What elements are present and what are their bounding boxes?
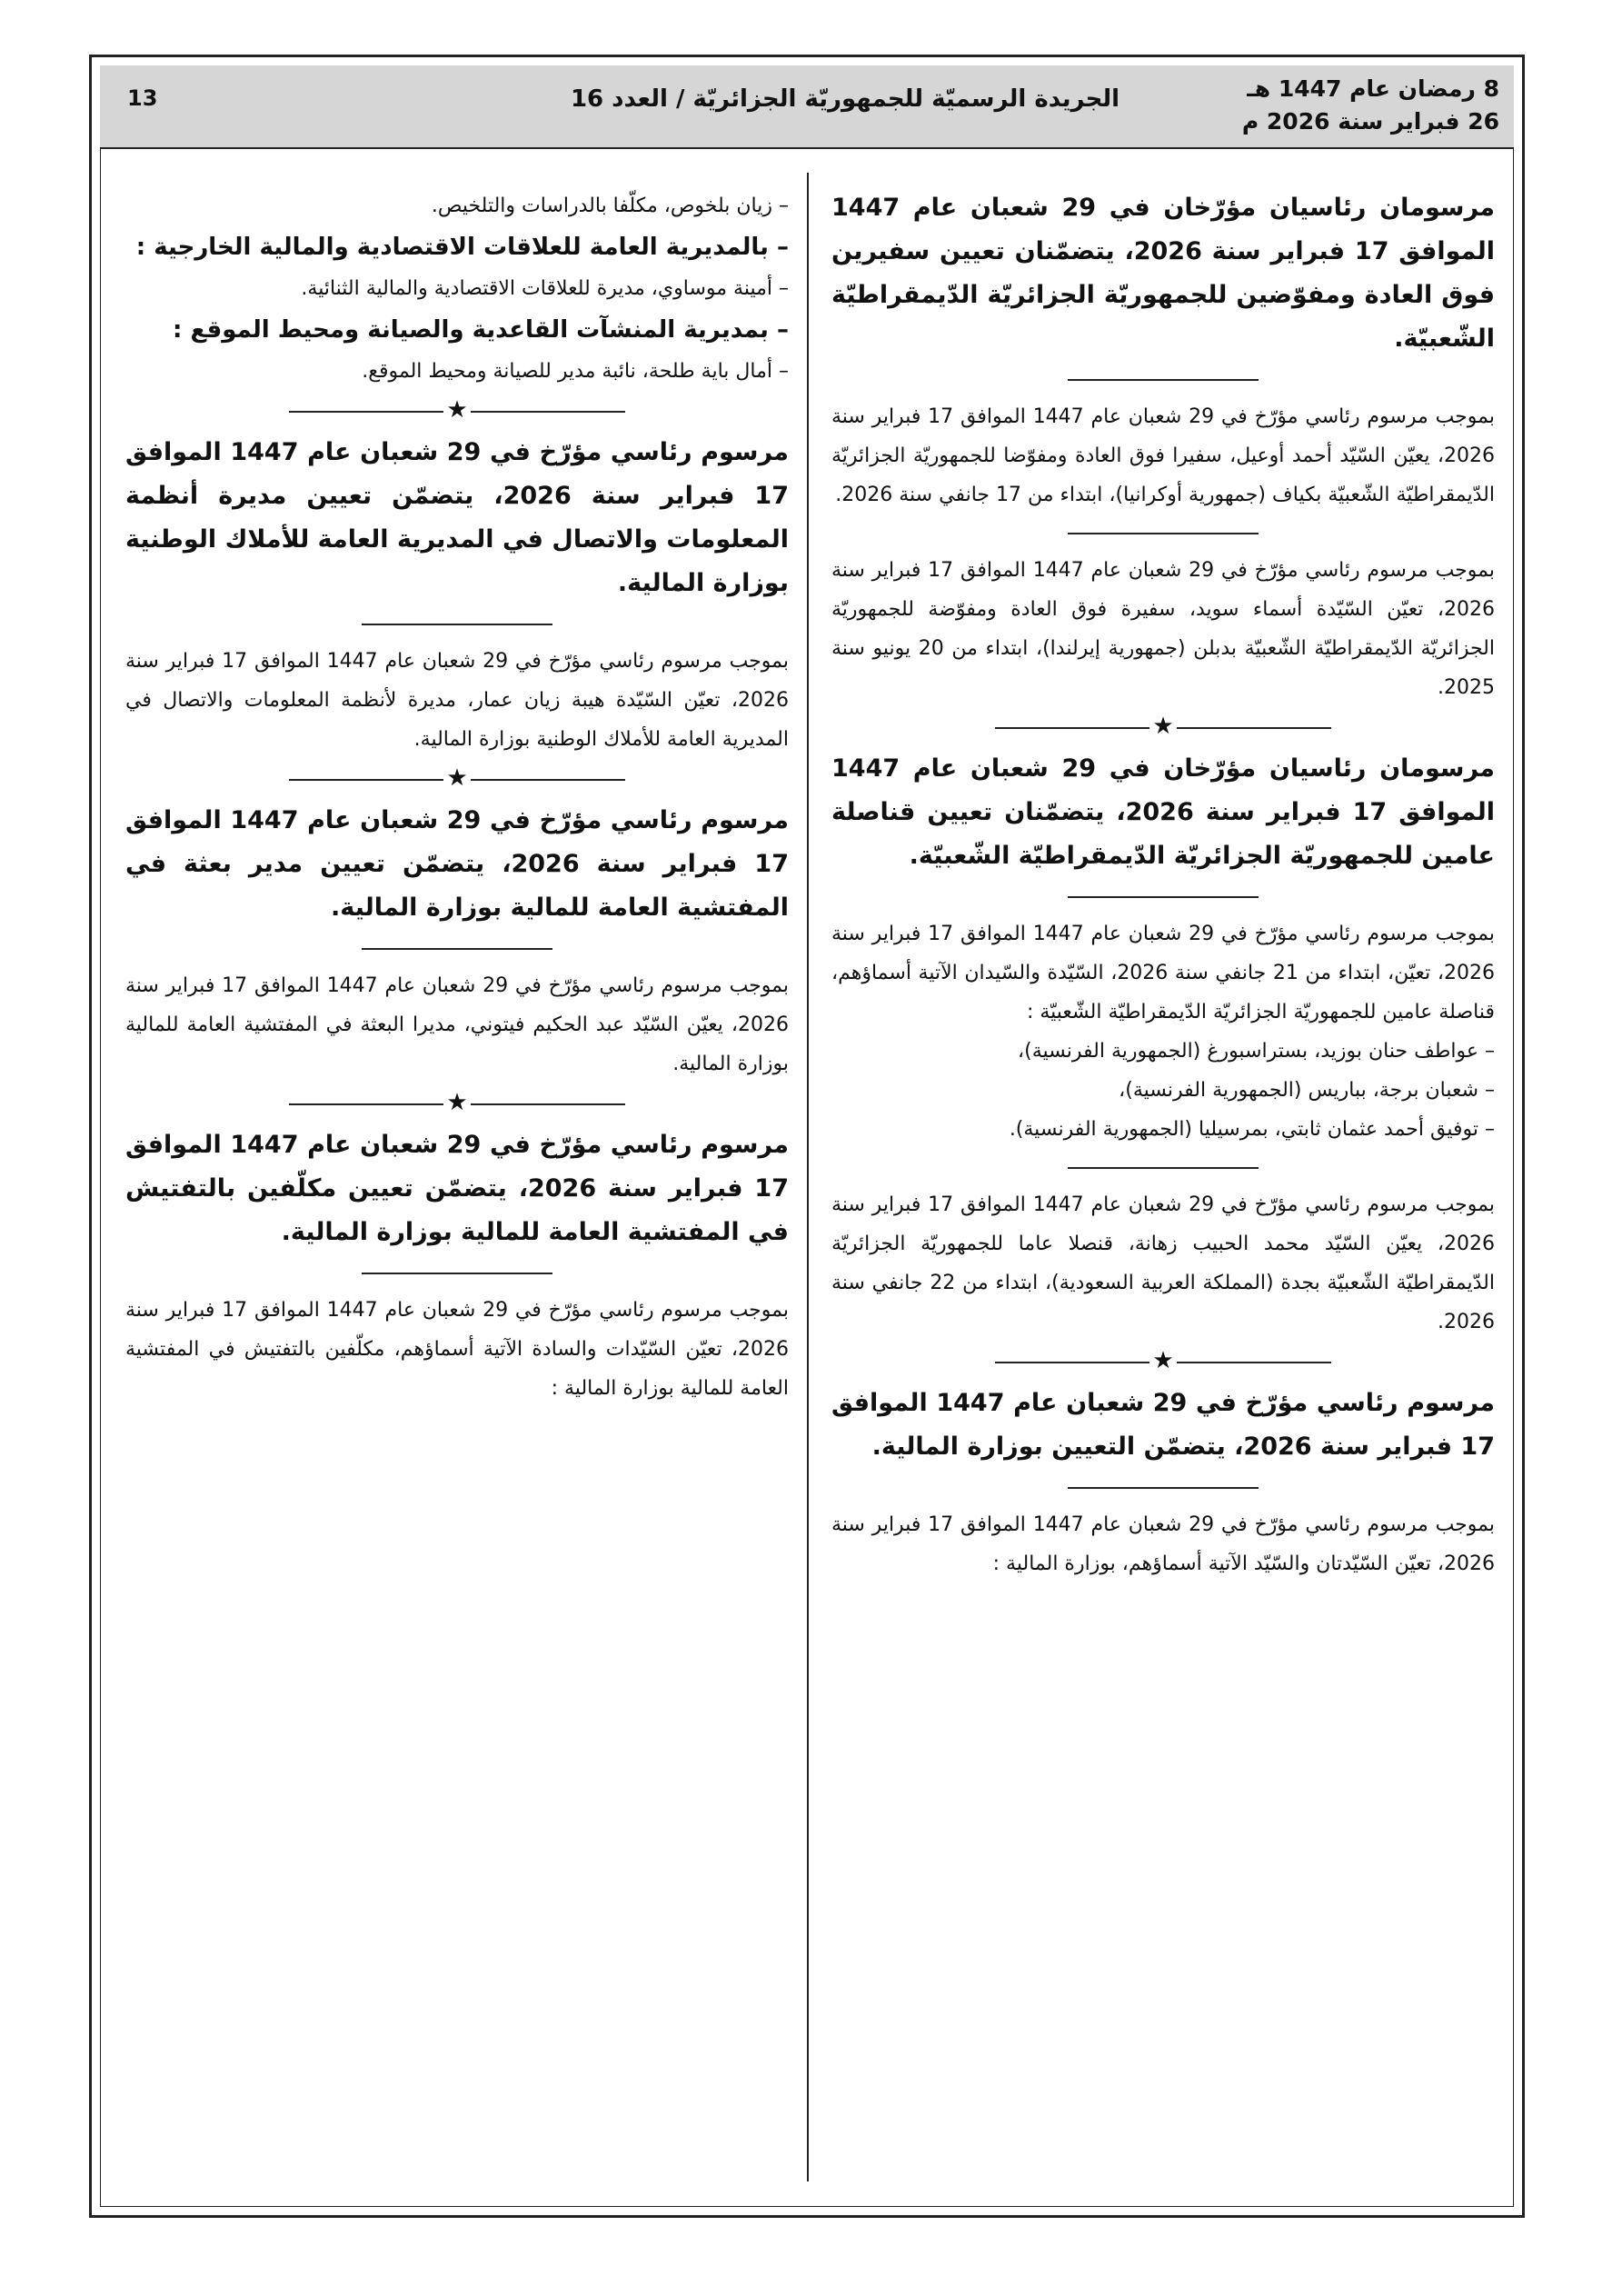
decree-title: مرسومان رئاسيان مؤرّخان في 29 شعبان عام 1447 الموافق 17 فبراير سنة 2026، يتضمّنان تعيين قناصلة عامين للجمهوريّة الجزائريّة الدّيمقراطيّة الشّعبيّة. [831,754,1495,870]
header-date-hijri: 8 رمضان عام 1447 هـ [1247,75,1499,102]
list-item: – أمينة موساوي، مديرة للعلاقات الاقتصادية والمالية الثنائية. [301,277,789,300]
separator-line [125,930,789,966]
page-header [100,65,1514,149]
star-icon: ★ [446,764,468,792]
decree-paragraph: بموجب مرسوم رئاسي مؤرّخ في 29 شعبان عام 1447 الموافق 17 فبراير سنة 2026، يعيّن السّيّد محمد الحبيب زهانة، قنصلا عاما للجمهوريّة الجزائريّة الدّيمقراطيّة الشّعبيّة بجدة (المملكة العربية السعودية)، ابتداء من 22 جانفي سنة 2026. [831,1193,1495,1333]
section-subheading: – بمديرية المنشآت القاعدية والصيانة ومحيط الموقع : [173,316,789,344]
decree-paragraph: بموجب مرسوم رئاسي مؤرّخ في 29 شعبان عام 1447 الموافق 17 فبراير سنة 2026، تعيّن، ابتداء من 21 جانفي سنة 2026، السّيّدة والسّيدان الآتية أسماؤهم، قناصلة عامين للجمهوريّة الجزائريّة الدّيمقراطيّة الشّعبيّة : [831,923,1495,1023]
decree-title: مرسوم رئاسي مؤرّخ في 29 شعبان عام 1447 الموافق 17 فبراير سنة 2026، يتضمّن تعيين مديرة أنظمة المعلومات والاتصال في المديرية العامة للأملاك الوطنية بوزارة المالية. [125,438,789,597]
star-icon: ★ [1152,1347,1174,1374]
star-icon: ★ [1152,713,1174,740]
list-item: – توفيق أحمد عثمان ثابتي، بمرسيليا (الجمهورية الفرنسية). [1009,1118,1495,1141]
separator-line [125,1254,789,1291]
decree-paragraph: بموجب مرسوم رئاسي مؤرّخ في 29 شعبان عام 1447 الموافق 17 فبراير سنة 2026، يعيّن السّيّد أحمد أوعيل، سفيرا فوق العادة ومفوّضا للجمهوريّة الجزائريّة الدّيمقراطيّة الشّعبيّة بكياف (جمهورية أوكرانيا)، ابتداء من 17 جانفي سنة 2026. [831,405,1495,506]
header-title: الجريدة الرسميّة للجمهوريّة الجزائريّة / العدد 16 [570,85,1120,113]
separator-line [125,605,789,642]
separator-line [831,1149,1495,1185]
star-separator [125,759,789,799]
decree-paragraph: بموجب مرسوم رئاسي مؤرّخ في 29 شعبان عام 1447 الموافق 17 فبراير سنة 2026، تعيّن السّيّدتان والسّيّد الآتية أسماؤهم، بوزارة المالية : [831,1513,1495,1575]
decree-paragraph: بموجب مرسوم رئاسي مؤرّخ في 29 شعبان عام 1447 الموافق 17 فبراير سنة 2026، تعيّن السّيّدة هيبة زيان عمار، مديرة لأنظمة المعلومات والاتصال في المديرية العامة للأملاك الوطنية بوزارة المالية. [125,650,789,751]
separator-line [831,878,1495,914]
star-separator [125,391,789,431]
decree-title: مرسومان رئاسيان مؤرّخان في 29 شعبان عام 1447 الموافق 17 فبراير سنة 2026، يتضمّنان تعيين سفيرين فوق العادة ومفوّضين للجمهوريّة الجزائريّة الدّيمقراطيّة الشّعبيّة. [831,194,1495,353]
separator-line [831,514,1495,551]
header-date-gregorian: 26 فبراير سنة 2026 م [1241,108,1499,135]
header-date [1242,73,1499,138]
star-icon: ★ [446,396,468,424]
list-item: – عواطف حنان بوزيد، بستراسبورغ (الجمهورية الفرنسية)، [1018,1040,1495,1063]
list-item: – أمال باية طلحة، نائبة مدير للصيانة ومحيط الموقع. [362,360,789,383]
decree-title: مرسوم رئاسي مؤرّخ في 29 شعبان عام 1447 الموافق 17 فبراير سنة 2026، يتضمّن تعيين مدير بعثة في المفتشية العامة للمالية بوزارة المالية. [125,806,789,922]
column-divider [807,173,809,2181]
section-subheading: – بالمديرية العامة للعلاقات الاقتصادية والمالية الخارجية : [135,234,789,261]
list-item: – زيان بلخوص، مكلّفا بالدراسات والتلخيص. [431,195,789,217]
decree-paragraph: بموجب مرسوم رئاسي مؤرّخ في 29 شعبان عام 1447 الموافق 17 فبراير سنة 2026، تعيّن السّيّدة أسماء سويد، سفيرة فوق العادة ومفوّضة للجمهوريّة الجزائريّة الدّيمقراطيّة الشّعبيّة بدبلن (جمهورية إيرلندا)، ابتداء من 20 يونيو سنة 2025. [831,559,1495,699]
list-item: – شعبان برجة، بباريس (الجمهورية الفرنسية)، [1119,1079,1495,1102]
decree-title: مرسوم رئاسي مؤرّخ في 29 شعبان عام 1447 الموافق 17 فبراير سنة 2026، يتضمّن تعيين مكلّفين بالتفتيش في المفتشية العامة للمالية بوزارة المالية. [125,1131,789,1246]
star-separator [125,1083,789,1123]
page-number: 13 [127,85,158,111]
separator-line [831,361,1495,397]
decree-paragraph: بموجب مرسوم رئاسي مؤرّخ في 29 شعبان عام 1447 الموافق 17 فبراير سنة 2026، تعيّن السّيّدات والسادة الآتية أسماؤهم، مكلّفين بالتفتيش في المفتشية العامة للمالية بوزارة المالية : [125,1299,789,1400]
star-icon: ★ [446,1089,468,1116]
separator-line [831,1469,1495,1505]
decree-paragraph: بموجب مرسوم رئاسي مؤرّخ في 29 شعبان عام 1447 الموافق 17 فبراير سنة 2026، يعيّن السّيّد عبد الحكيم فيتوني، مديرا البعثة في المفتشية العامة للمالية بوزارة المالية. [125,974,789,1075]
star-separator [831,707,1495,747]
left-column [125,186,789,1408]
right-column [831,186,1495,1583]
star-separator [831,1342,1495,1382]
decree-title: مرسوم رئاسي مؤرّخ في 29 شعبان عام 1447 الموافق 17 فبراير سنة 2026، يتضمّن التعيين بوزارة المالية. [831,1389,1495,1461]
